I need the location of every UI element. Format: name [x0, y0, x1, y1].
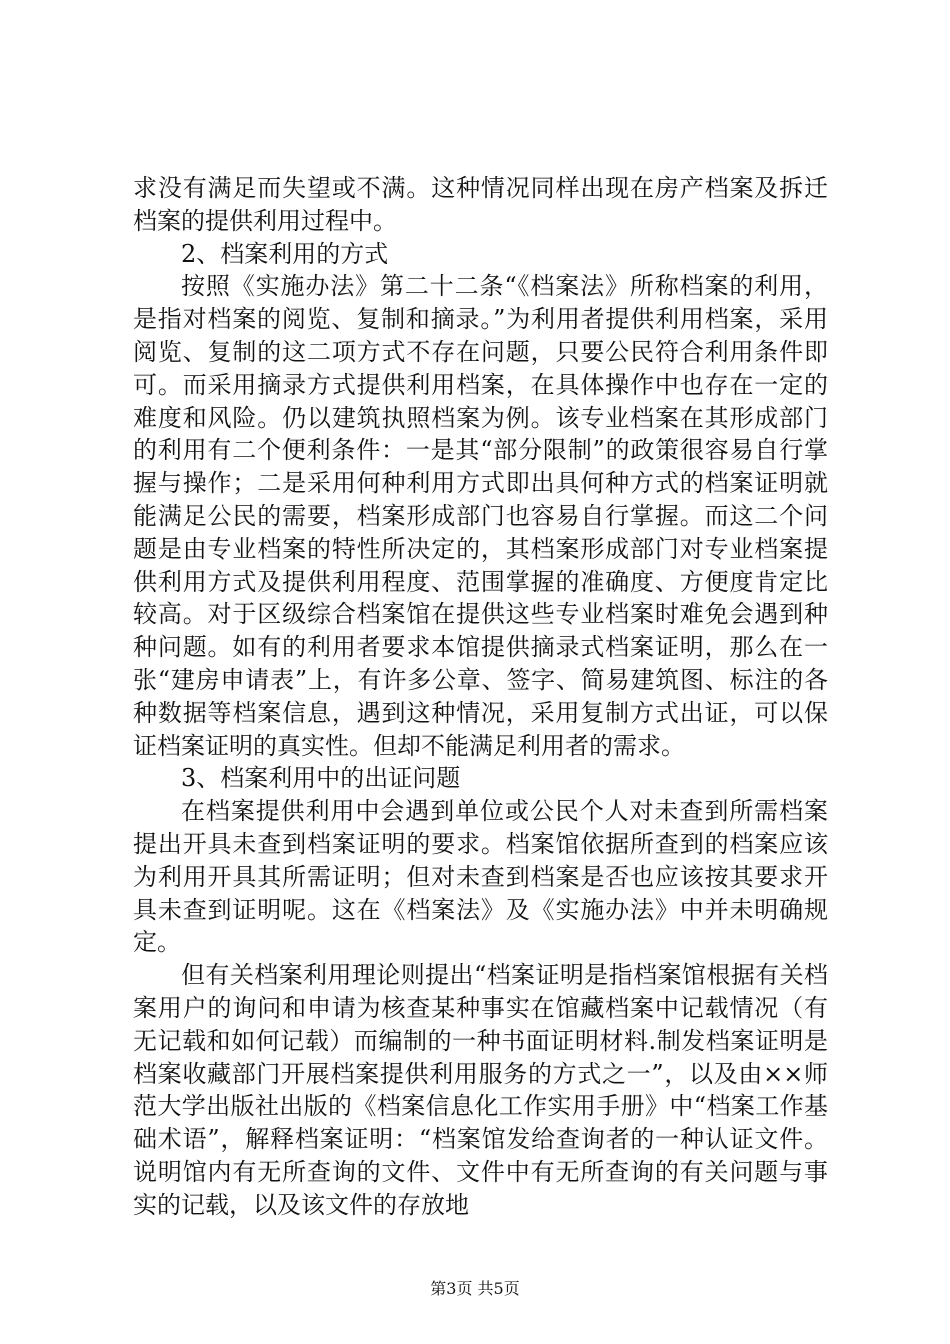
section-heading-2: 2、档案利用的方式 — [181, 239, 389, 268]
paragraph-continued: 求没有满足而失望或不满。这种情况同样出现在房产档案及拆迁档案的提供利用过程中。 — [133, 174, 828, 235]
document-body — [133, 172, 828, 1222]
section-heading-3: 3、档案利用中的出证问题 — [181, 764, 461, 793]
paragraph-certification-issue: 在档案提供利用中会遇到单位或公民个人对未查到所需档案提出开具未查到档案证明的要求。档案馆依据所查到的档案应该为利用开具其所需证明；但对未查到档案是否也应该按其要求开具未查到证明呢。这在《档案法》及《实施办法》中并未明确规定。 — [133, 797, 828, 957]
paragraph-certification-theory: 但有关档案利用理论则提出“档案证明是指档案馆根据有关档案用户的询问和申请为核查某种事实在馆藏档案中记载情况（有无记载和如何记载）而编制的一种书面证明材料.制发档案证明是档案收藏部门开展档案提供利用服务的方式之一”，以及由××师范大学出版社出版的《档案信息化工作实用手册》中“档案工作基础术语”，解释档案证明：“档案馆发给查询者的一种认证文件。说明馆内有无所查询的文件、文件中有无所查询的有关问题与事实的记载，以及该文件的存放地 — [133, 961, 828, 1219]
paragraph-usage-methods: 按照《实施办法》第二十二条“《档案法》所称档案的利用，是指对档案的阅览、复制和摘录。”为利用者提供利用档案，采用阅览、复制的这二项方式不存在问题，只要公民符合利用条件即可。而采用摘录方式提供利用档案，在具体操作中也存在一定的难度和风险。仍以建筑执照档案为例。该专业档案在其形成部门的利用有二个便利条件：一是其“部分限制”的政策很容易自行掌握与操作；二是采用何种利用方式即出具何种方式的档案证明就能满足公民的需要，档案形成部门也容易自行掌握。而这二个问题是由专业档案的特性所决定的，其档案形成部门对专业档案提供利用方式及提供利用程度、范围掌握的准确度、方便度肯定比较高。对于区级综合档案馆在提供这些专业档案时难免会遇到种种问题。如有的利用者要求本馆提供摘录式档案证明，那么在一张“建房申请表”上，有许多公章、签字、简易建筑图、标注的各种数据等档案信息，遇到这种情况，采用复制方式出证，可以保证档案证明的真实性。但却不能满足利用者的需求。 — [133, 272, 828, 760]
page-footer: 第3页 共5页 — [430, 1279, 520, 1298]
